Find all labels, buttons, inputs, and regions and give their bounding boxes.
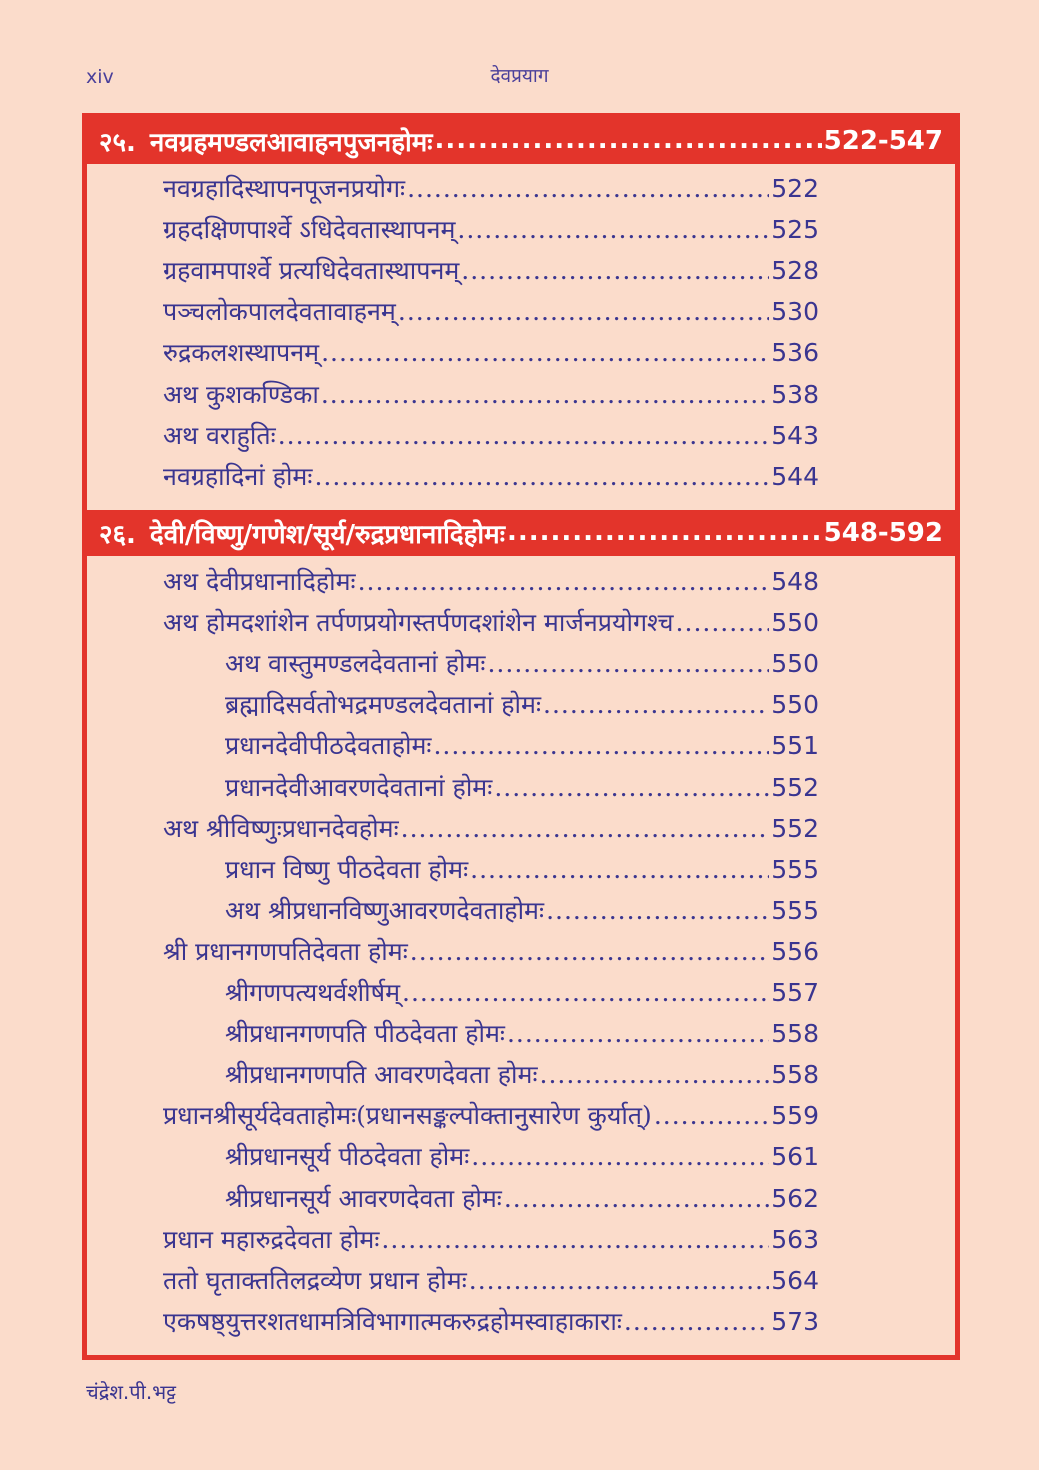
dot-leader bbox=[461, 256, 769, 285]
toc-entry-label: श्रीप्रधानगणपति आवरणदेवता होमः bbox=[225, 1060, 538, 1090]
section-number: २५. bbox=[99, 128, 136, 158]
toc-entry bbox=[163, 934, 819, 974]
toc-entry bbox=[163, 335, 819, 375]
toc-entry-label: नवग्रहादिनां होमः bbox=[163, 461, 313, 491]
dot-leader bbox=[410, 937, 770, 966]
toc-entry-label: प्रधानदेवीआवरणदेवतानां होमः bbox=[225, 772, 493, 802]
toc-entry-page: 543 bbox=[771, 420, 819, 450]
dot-leader bbox=[624, 1307, 769, 1336]
toc-entry-page: 550 bbox=[771, 608, 819, 638]
toc-frame bbox=[82, 113, 960, 1360]
toc-entry-label: रुद्रकलशस्थापनम् bbox=[163, 338, 320, 368]
toc-entry bbox=[163, 811, 819, 851]
toc-entry-page: 561 bbox=[771, 1142, 819, 1172]
dot-leader bbox=[398, 297, 769, 326]
toc-entry bbox=[225, 646, 819, 686]
toc-entry bbox=[163, 253, 819, 293]
dot-leader bbox=[433, 731, 769, 760]
toc-entry bbox=[225, 687, 819, 727]
toc-entry-label: श्री प्रधानगणपतिदेवता होमः bbox=[163, 936, 408, 966]
toc-entry-page: 562 bbox=[771, 1183, 819, 1213]
toc-entry bbox=[225, 1016, 819, 1056]
running-title: देवप्रयाग bbox=[490, 65, 549, 87]
dot-leader bbox=[543, 690, 769, 719]
toc-entry-label: अथ श्रीप्रधानविष्णुआवरणदेवताहोमः bbox=[225, 895, 545, 925]
dot-leader bbox=[471, 1142, 769, 1171]
dot-leader bbox=[381, 1225, 769, 1254]
toc-entry bbox=[163, 294, 819, 334]
toc-entry bbox=[163, 605, 819, 645]
toc-entry-page: 558 bbox=[771, 1060, 819, 1090]
toc-entry bbox=[225, 1139, 819, 1179]
dot-leader bbox=[321, 380, 769, 409]
dot-leader bbox=[457, 215, 769, 244]
toc-entry-page: 573 bbox=[771, 1306, 819, 1336]
dot-leader bbox=[469, 1266, 770, 1295]
toc-entry-label: अथ देवीप्रधानादिहोमः bbox=[163, 567, 356, 596]
toc-entry bbox=[225, 893, 819, 933]
toc-entry-page: 551 bbox=[771, 731, 819, 761]
toc-entry-label: ग्रहवामपार्श्वे प्रत्यधिदेवतास्थापनम् bbox=[163, 256, 460, 286]
toc-entry-label: श्रीप्रधानसूर्य पीठदेवता होमः bbox=[225, 1142, 470, 1172]
toc-entry-page: 559 bbox=[771, 1101, 819, 1131]
toc-entry-page: 558 bbox=[771, 1019, 819, 1049]
toc-entry bbox=[163, 564, 819, 604]
toc-entry-page: 555 bbox=[771, 895, 819, 925]
toc-entry-label: अथ वास्तुमण्डलदेवतानां होमः bbox=[225, 649, 486, 679]
dot-leader bbox=[435, 127, 822, 164]
toc-entry bbox=[163, 171, 819, 211]
dot-leader bbox=[470, 855, 769, 884]
toc-entry-label: प्रधान विष्णु पीठदेवता होमः bbox=[225, 854, 469, 884]
section-header-25 bbox=[87, 118, 955, 164]
toc-entry-page: 528 bbox=[771, 256, 819, 286]
toc-entry-page: 538 bbox=[771, 379, 819, 409]
toc-entry-label: श्रीप्रधानसूर्य आवरणदेवता होमः bbox=[225, 1183, 502, 1213]
toc-entry-label: ततो घृताक्ततिलद्रव्येण प्रधान होमः bbox=[163, 1265, 467, 1295]
section-page-range: 522-547 bbox=[823, 126, 943, 156]
toc-entry-page: 552 bbox=[771, 772, 819, 802]
toc-entry-page: 525 bbox=[771, 215, 819, 245]
dot-leader bbox=[278, 421, 770, 450]
dot-leader bbox=[407, 174, 769, 203]
toc-entry-page: 557 bbox=[771, 978, 819, 1007]
toc-entry bbox=[163, 1098, 819, 1138]
toc-entry-page: 552 bbox=[771, 813, 819, 843]
dot-leader bbox=[654, 1101, 769, 1130]
toc-entry bbox=[163, 1304, 819, 1344]
footer-author: चंद्रेश.पी.भट्ट bbox=[86, 1380, 177, 1404]
toc-entry-label: प्रधानश्रीसूर्यदेवताहोमः(प्रधानसङ्कल्पोक्तानुसारेण कुर्यात्) bbox=[163, 1101, 652, 1131]
page-number: xiv bbox=[86, 66, 114, 88]
toc-entry-label: प्रधानदेवीपीठदेवताहोमः bbox=[225, 731, 432, 761]
dot-leader bbox=[540, 1060, 770, 1089]
toc-entry-label: श्रीगणपत्यथर्वशीर्षम् bbox=[225, 978, 401, 1007]
toc-entry bbox=[225, 852, 819, 892]
toc-entry-page: 556 bbox=[771, 936, 819, 966]
dot-leader bbox=[494, 773, 769, 802]
dot-leader bbox=[314, 462, 769, 491]
toc-entry-label: प्रधान महारुद्रदेवता होमः bbox=[163, 1224, 380, 1254]
toc-entry-page: 530 bbox=[771, 297, 819, 327]
toc-entry bbox=[225, 770, 819, 810]
toc-entry bbox=[163, 1263, 819, 1303]
toc-entry-label: एकषष्ठ्युत्तरशतधामत्रिविभागात्मकरुद्रहोमस्वाहाकाराः bbox=[163, 1306, 622, 1336]
toc-entry-label: अथ वराहुतिः bbox=[163, 420, 276, 450]
section-title: देवी/विष्णु/गणेश/सूर्य/रुद्रप्रधानादिहोमः bbox=[149, 520, 505, 550]
toc-entry bbox=[225, 975, 819, 1015]
toc-entry-label: श्रीप्रधानगणपति पीठदेवता होमः bbox=[225, 1019, 505, 1049]
toc-entry bbox=[225, 728, 819, 768]
dot-leader bbox=[546, 896, 769, 925]
dot-leader bbox=[401, 814, 770, 843]
dot-leader bbox=[487, 649, 769, 678]
toc-entry-label: ब्रह्मादिसर्वतोभद्रमण्डलदेवतानां होमः bbox=[225, 690, 541, 720]
toc-entry-label: ग्रहदक्षिणपार्श्वे ऽधिदेवतास्थापनम् bbox=[163, 215, 456, 245]
toc-entry-label: अथ श्रीविष्णुःप्रधानदेवहोमः bbox=[163, 813, 399, 843]
toc-entry bbox=[225, 1181, 819, 1221]
toc-entry-page: 564 bbox=[771, 1265, 819, 1295]
toc-entry-page: 563 bbox=[771, 1224, 819, 1254]
toc-entry-label: अथ कुशकण्डिका bbox=[163, 379, 319, 409]
dot-leader bbox=[504, 1184, 769, 1213]
toc-entry-page: 522 bbox=[771, 174, 819, 203]
toc-entry bbox=[163, 212, 819, 252]
toc-entry bbox=[163, 1222, 819, 1262]
dot-leader bbox=[507, 519, 822, 556]
dot-leader bbox=[507, 1019, 769, 1048]
section-header-26 bbox=[87, 510, 955, 556]
toc-entry-page: 555 bbox=[771, 854, 819, 884]
dot-leader bbox=[321, 338, 769, 367]
toc-entry bbox=[163, 377, 819, 417]
toc-entry-label: पञ्चलोकपालदेवतावाहनम् bbox=[163, 297, 396, 327]
toc-entry bbox=[163, 459, 819, 499]
toc-entry-page: 536 bbox=[771, 338, 819, 368]
toc-entry bbox=[225, 1057, 819, 1097]
toc-entry-page: 548 bbox=[771, 567, 819, 596]
dot-leader bbox=[358, 567, 770, 596]
toc-entry-page: 544 bbox=[771, 461, 819, 491]
toc-entry bbox=[163, 418, 819, 458]
toc-entry-page: 550 bbox=[771, 690, 819, 720]
toc-entry-page: 550 bbox=[771, 649, 819, 679]
dot-leader bbox=[676, 608, 770, 637]
section-page-range: 548-592 bbox=[823, 518, 943, 548]
dot-leader bbox=[402, 978, 769, 1007]
section-number: २६. bbox=[99, 520, 136, 550]
toc-entry-label: अथ होमदशांशेन तर्पणप्रयोगस्तर्पणदशांशेन मार्जनप्रयोगश्च bbox=[163, 608, 674, 638]
toc-entry-label: नवग्रहादिस्थापनपूजनप्रयोगः bbox=[163, 174, 406, 203]
section-title: नवग्रहमण्डलआवाहनपुजनहोमः bbox=[149, 128, 433, 158]
